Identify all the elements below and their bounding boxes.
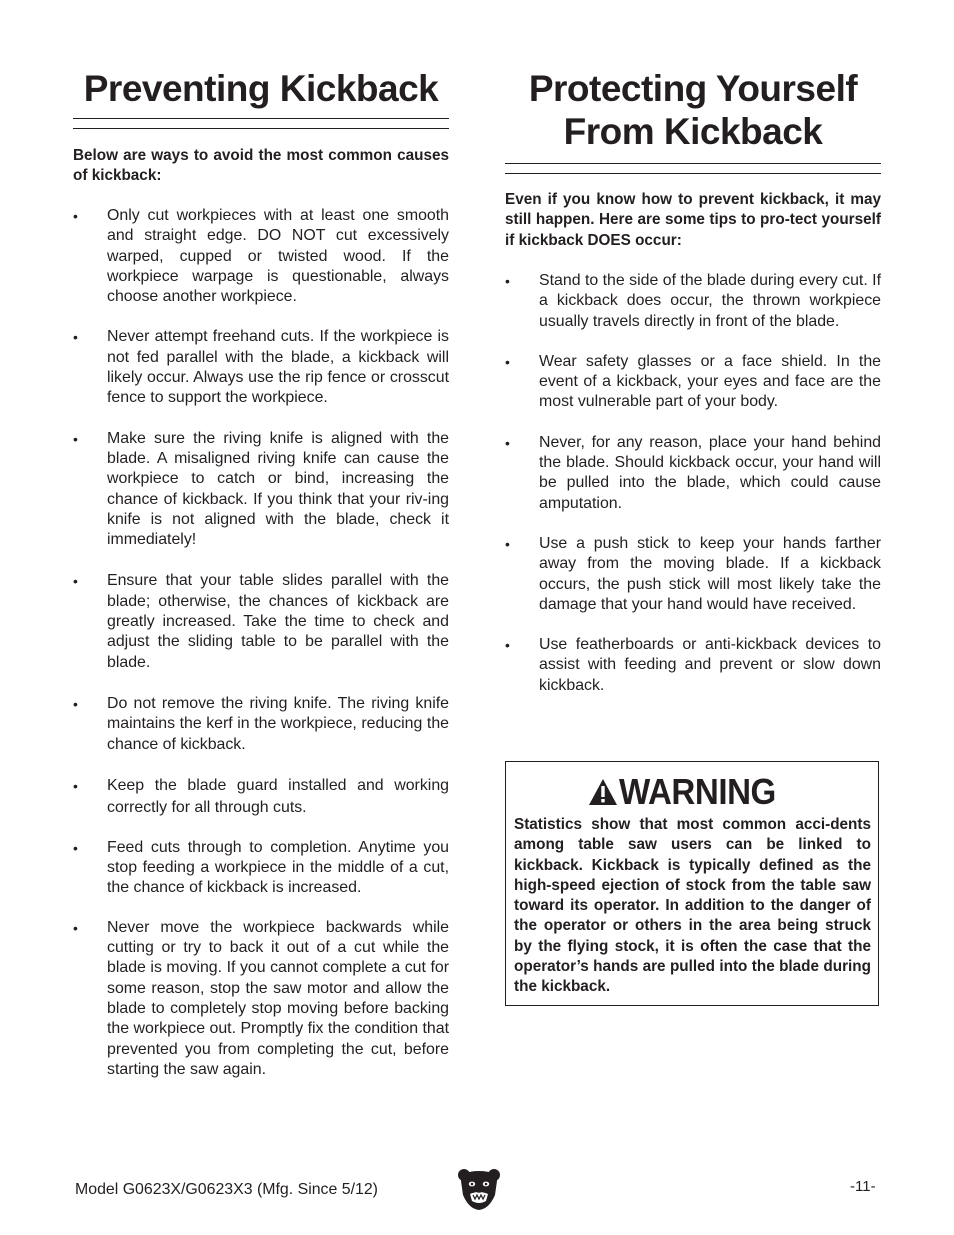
- bullet-icon: •: [73, 777, 78, 794]
- heading-divider: [73, 118, 449, 129]
- list-item: • Never, for any reason, place your hand behind the blade. Should kickback occur, your hand will be pulled into the blade, which could cause amputation.: [505, 433, 881, 512]
- bullet-icon: •: [73, 839, 78, 856]
- bullet-icon: •: [73, 919, 78, 936]
- bullet-icon: •: [505, 434, 510, 451]
- list-item: • Wear safety glasses or a face shield. In the event of a kickback, your eyes and face are the most vulnerable part of your body.: [505, 352, 881, 411]
- protection-list: [505, 271, 881, 696]
- list-item: • Never move the workpiece backwards while cutting or try to back it out of a cut while the blade is moving. If you cannot complete a cut for some reason, stop the saw motor and allow the blade to completely stop moving before backing the workpiece out. Promptly fix the condition that prevented you from completing the cut, before starting the saw again.: [73, 918, 449, 1078]
- warning-box: [505, 761, 879, 1006]
- warning-text: Statistics show that most common acci-dents among table saw users can be linked to kickback. Kickback is typically defined as the high-speed ejection of stock from the table saw toward its operator. In addition to the danger of the operator or others in the area being struck by the flying stock, it is often the case that the operator’s hands are pulled into the blade during the kickback.: [514, 816, 871, 996]
- bullet-icon: •: [73, 695, 78, 712]
- right-intro: Even if you know how to prevent kickback, it may still happen. Here are some tips to pro-tect yourself if kickback DOES occur:: [505, 191, 881, 249]
- bullet-icon: •: [505, 353, 510, 370]
- bullet-icon: •: [73, 208, 78, 224]
- protecting-yourself-heading: Protecting Yourself From Kickback: [528, 68, 858, 152]
- list-item: • Make sure the riving knife is aligned with the blade. A misaligned riving knife can cause the workpiece to catch or bind, increasing the chance of kickback. If you think that your riv-ing knife is not aligned with the blade, check it immediately!: [73, 429, 449, 549]
- list-item: • Feed cuts through to completion. Anytime you stop feeding a workpiece in the middle of a cut, the chance of kickback is increased.: [73, 838, 449, 897]
- warning-triangle-icon: [588, 778, 618, 806]
- list-item: • Ensure that your table slides parallel with the blade; otherwise, the chances of kickback are greatly increased. Take the time to check and adjust the sliding table to be parallel with the blade.: [73, 572, 449, 671]
- footer-model: Model G0623X/G0623X3 (Mfg. Since 5/12): [75, 1181, 378, 1198]
- bear-head-logo: [457, 1167, 501, 1211]
- page-number: -11-: [850, 1178, 876, 1195]
- list-item: • Stand to the side of the blade during every cut. If a kickback does occur, the thrown workpiece usually travels directly in front of the blade.: [505, 272, 881, 330]
- list-item: • Never attempt freehand cuts. If the workpiece is not fed parallel with the blade, a kickback will likely occur. Always use the rip fence or crosscut fence to support the workpiece.: [73, 328, 449, 407]
- list-item: • Keep the blade guard installed and working correctly for all through cuts.: [73, 776, 449, 816]
- left-intro: Below are ways to avoid the most common causes of kickback:: [73, 147, 449, 185]
- bullet-icon: •: [73, 329, 78, 346]
- bullet-icon: •: [73, 573, 78, 590]
- list-item: • Do not remove the riving knife. The riving knife maintains the kerf in the workpiece, reducing the chance of kickback.: [73, 694, 449, 753]
- preventing-kickback-heading: Preventing Kickback: [83, 68, 439, 109]
- bullet-icon: •: [73, 430, 78, 447]
- prevention-list: [73, 206, 449, 1080]
- warning-title: [588, 772, 790, 812]
- bullet-icon: •: [505, 273, 510, 289]
- heading-divider: [505, 163, 881, 174]
- list-item: • Use a push stick to keep your hands farther away from the moving blade. If a kickback occurs, the push stick will most likely take the damage that your hand would have received.: [505, 534, 881, 613]
- bullet-icon: •: [505, 535, 510, 552]
- list-item: • Only cut workpieces with at least one smooth and straight edge. DO NOT cut excessively warped, cupped or twisted wood. If the workpiece warpage is questionable, always choose another workpiece.: [73, 207, 449, 306]
- list-item: • Use featherboards or anti-kickback devices to assist with feeding and prevent or slow down kickback.: [505, 636, 881, 694]
- bullet-icon: •: [505, 637, 510, 654]
- warning-label: WARNING: [619, 771, 776, 812]
